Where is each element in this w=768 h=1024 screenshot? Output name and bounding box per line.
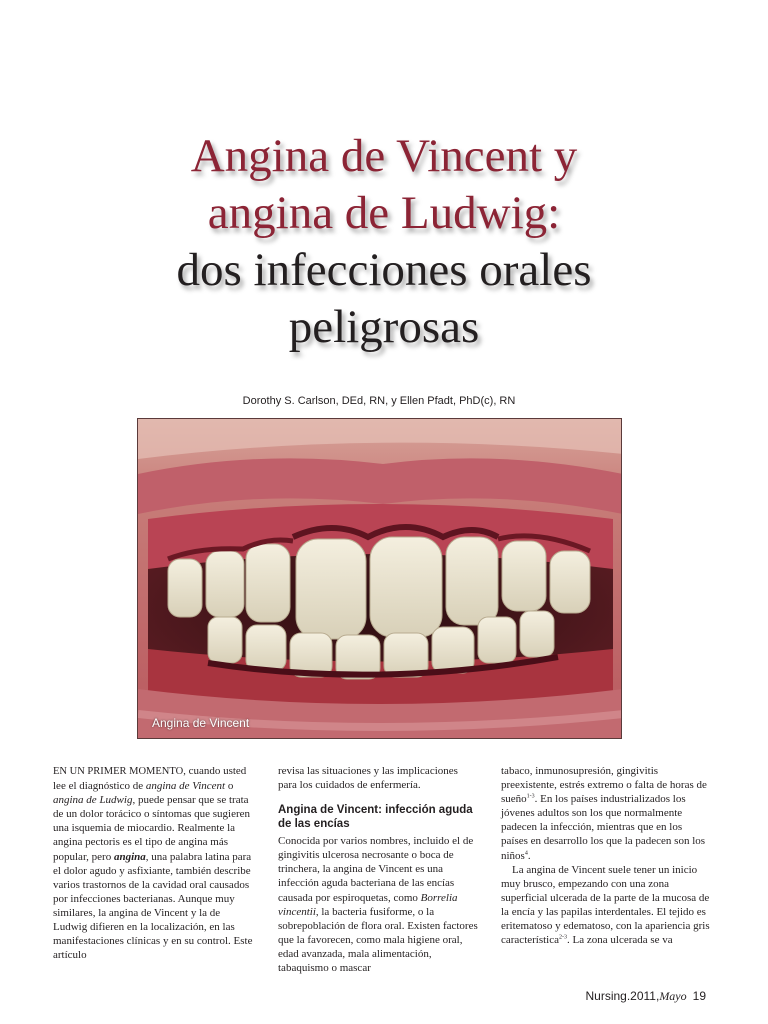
photo-caption: Angina de Vincent xyxy=(152,716,250,730)
mouth-illustration xyxy=(138,419,622,739)
author-byline: Dorothy S. Carlson, DEd, RN, y Ellen Pfadt, PhD(c), RN xyxy=(242,395,516,407)
page-number: 19 xyxy=(692,989,706,1003)
body-paragraph: Conocida por varios nombres, incluido el de gingivitis ulcerosa necrosante o boca de trinchera, la angina de Vincent es una infección aguda bacteriana de las encías causada por espiroquetas, como Borrelia vincentii, la bacteria fusiforme, o la sobrepoblación de flora oral. Existen factores que la favorecen, como mala higiene oral, edad avanzada, mala alimentación, tabaquismo o mascar xyxy=(278,835,478,975)
body-paragraph: La angina de Vincent suele tener un inicio muy brusco, empezando con una zona superficial ulcerada de la parte de la mucosa de la encía y las papilas interdentales. El tejido es eritematoso y edematoso, con la apariencia gris característica$^{2-3}$. La zona ulcerada se va xyxy=(501,863,710,947)
body-paragraph: tabaco, inmunosupresión, gingivitis preexistente, estrés extremo o falta de horas de sueño$^{1-3}$. En los países industrializados los jóvenes adultos son los que normalmente padecen la infección, mientras que en los países en desarrollo los que la padecen son los niños$^4$. xyxy=(501,765,707,862)
title-line-2: angina de Ludwig: xyxy=(207,187,561,239)
body-paragraph: revisa las situaciones y las implicaciones para los cuidados de enfermería. xyxy=(278,765,458,792)
article-title xyxy=(0,128,768,356)
section-heading: Angina de Vincent: infección aguda de las encías xyxy=(278,804,473,830)
text-column-3 xyxy=(501,764,711,947)
page-footer xyxy=(585,989,706,1004)
journal-name: Nursing. xyxy=(585,989,631,1003)
journal-month: Mayo xyxy=(659,989,687,1003)
title-line-4: peligrosas xyxy=(288,301,480,353)
article-photo xyxy=(137,418,622,739)
title-line-1: Angina de Vincent y xyxy=(190,130,578,182)
journal-year: 2011, xyxy=(630,989,660,1003)
intro-paragraph: EN UN PRIMER MOMENTO, cuando usted lee el diagnóstico de angina de Vincent o angina de Ludwig, puede pensar que se trata de un dolor torácico o síntomas que sugieren una isquemia de miocardio. Realmente la angina pectoris es el tipo de angina más popular, pero angina, una palabra latina para el dolor agudo y asfixiante, también describe varios trastornos de la cavidad oral causados por infecciones bacterianas. Aunque muy similares, la angina de Vincent y la de Ludwig difieren en la localización, en las manifestaciones clínicas y en su control. Este artículo xyxy=(53,765,253,962)
title-line-3: dos infecciones orales xyxy=(176,244,592,296)
text-column-2 xyxy=(278,764,478,975)
text-column-1 xyxy=(53,764,253,962)
